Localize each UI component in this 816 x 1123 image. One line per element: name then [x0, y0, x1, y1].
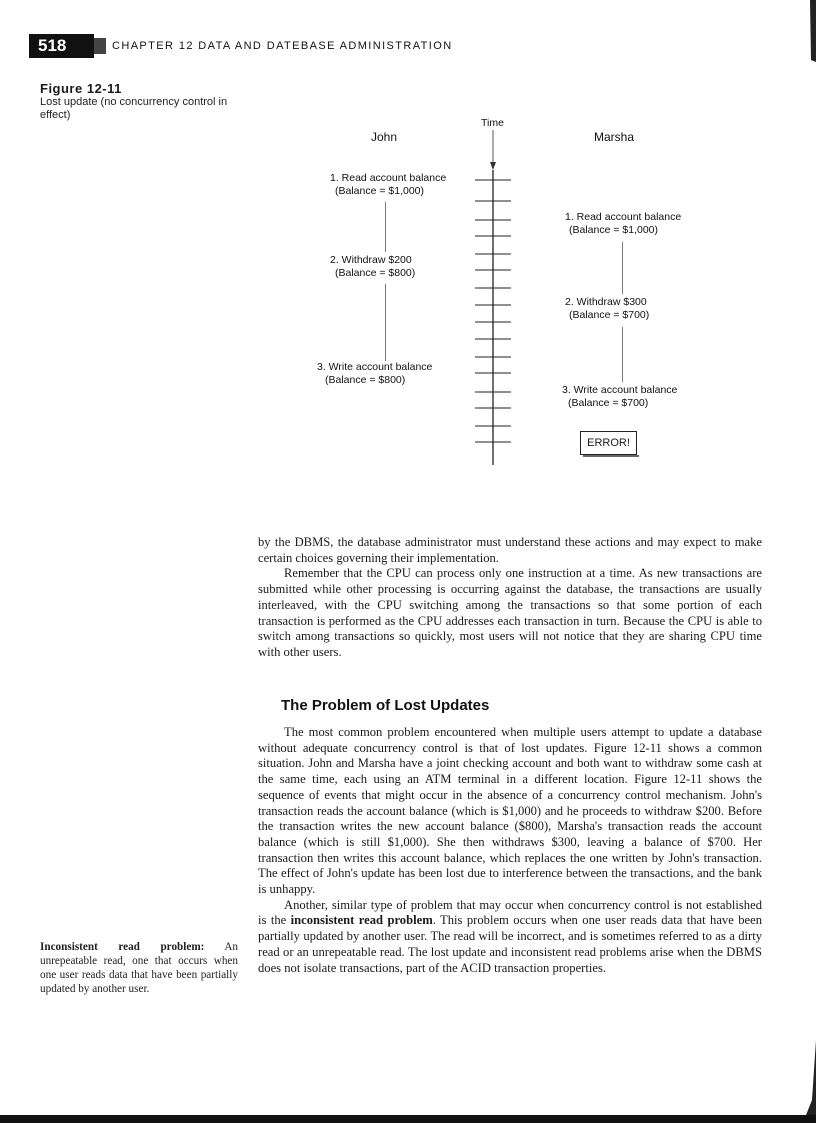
- figure-caption: Lost update (no concurrency control in effect): [40, 96, 228, 121]
- page-number: 518: [29, 34, 94, 58]
- marsha-connector-2: [622, 327, 623, 382]
- marsha-connector-1: [622, 242, 623, 294]
- john-step-3: 3. Write account balance (Balance = $800): [317, 361, 433, 386]
- key-term: inconsistent read problem: [290, 913, 433, 928]
- error-box: ERROR!: [580, 431, 637, 455]
- paragraph-inconsistent-read: Another, similar type of problem that may occur when concurrency control is not established is the inconsistent read problem. This problem occurs when one user reads data that have been partially updated by another user. The read will be incorrect, and is sometimes referred to as a dirty read or an unrepeatable read. The lost update and inconsistent read problems arise when the DBMS does not isolate transactions, part of the ACID transaction properties.: [258, 897, 762, 975]
- body-upper: [258, 535, 762, 661]
- time-axis-label: Time: [481, 117, 504, 129]
- column-head-john: John: [371, 130, 398, 144]
- running-head: CHAPTER 12 DATA AND DATEBASE ADMINISTRATION: [112, 40, 453, 52]
- margin-note-term: Inconsistent read problem:: [40, 941, 205, 953]
- time-axis: [470, 130, 520, 470]
- paragraph-intro: by the DBMS, the database administrator must understand these actions and may expect to make certain choices governing their implementation.: [258, 535, 762, 565]
- paragraph-cpu: Remember that the CPU can process only one instruction at a time. As new transactions are submitted while other processing is occurring against the database, the transactions are usually interleaved, with the CPU switching among the transactions so that some portion of each transaction is performed as the CPU addresses each transaction in turn. Because the CPU is able to switch among transactions so quickly, most users will not notice that they are sharing CPU time with other users.: [258, 566, 762, 659]
- page-right-edge: [806, 0, 816, 1115]
- figure-label: Figure 12-11: [40, 81, 122, 96]
- page-number-tab: [94, 38, 106, 54]
- page-bottom-edge: [0, 1115, 816, 1123]
- section-title: The Problem of Lost Updates: [281, 697, 490, 714]
- john-step-1: 1. Read account balance (Balance = $1,000): [330, 172, 447, 197]
- marsha-step-1: 1. Read account balance (Balance = $1,000): [565, 211, 682, 236]
- paragraph-lost-update: The most common problem encountered when multiple users attempt to update a database without adequate concurrency control is that of lost updates. Figure 12-11 shows a common situation. John and Marsha have a joint checking account and both want to withdraw some cash at the same time, each using an ATM terminal in a different location. Figure 12-11 shows the sequence of events that might occur in the absence of a concurrency control mechanism. John's transaction reads the account balance (which is $1,000) and he proceeds to withdraw $200. Before the transaction writes the new account balance ($800), Marsha's transaction reads the account balance (which is still $1,000). She then withdraws $300, leaving a balance of $700. Her transaction then writes this account balance, which replaces the one written by John's transaction. The effect of John's update has been lost due to interference between the transactions, and the bank is unhappy.: [258, 725, 762, 897]
- john-step-2: 2. Withdraw $200 (Balance = $800): [330, 254, 416, 279]
- margin-note: Inconsistent read problem: An unrepeatable read, one that occurs when one user reads data that have been partially updated by another user.: [40, 941, 238, 995]
- marsha-step-3: 3. Write account balance (Balance = $700): [562, 384, 678, 409]
- john-connector-2: [385, 284, 386, 361]
- body-lower: [258, 725, 762, 976]
- marsha-step-2: 2. Withdraw $300 (Balance = $700): [565, 296, 650, 321]
- john-connector-1: [385, 202, 386, 252]
- column-head-marsha: Marsha: [594, 130, 635, 144]
